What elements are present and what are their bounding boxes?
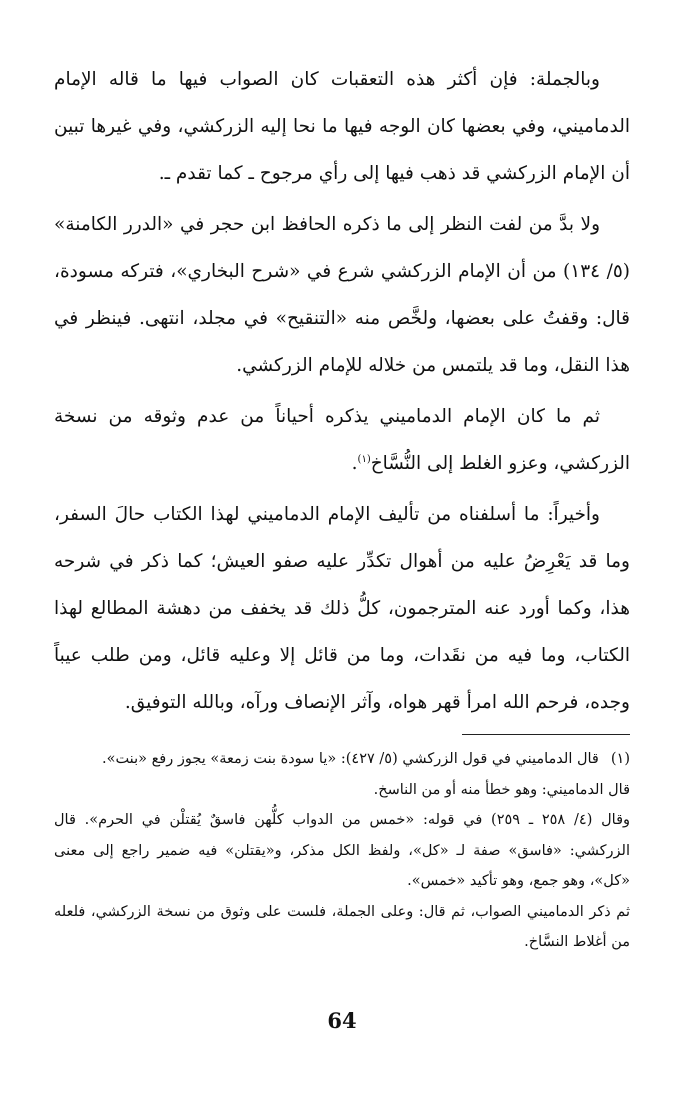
paragraph-copyist-errors-text: ثم ما كان الإمام الدماميني يذكره أحياناً من عدم وثوقه من نسخة الزركشي، وعزو الغلط إلى النُّسَّاخ [54, 406, 630, 474]
main-text [54, 56, 630, 726]
paragraph-end-mark: . [351, 453, 358, 474]
footnote-separator [462, 734, 630, 735]
paragraph-finally: وأخيراً: ما أسلفناه من تأليف الإمام الدماميني لهذا الكتاب حالَ السفر، وما قد يَعْرِضُ عليه من أهوال تكدِّر عليه صفو العيش؛ كما ذكر في شرحه هذا، وكما أورد عنه المترجمون، كلُّ ذلك قد يخفف من دهشة المطالع لهذا الكتاب، وما فيه من نقَدات، وما من قائل إلا وعليه قائل، ومن طلب عيباً وجده، فرحم الله امرأ قهر هواه، وآثر الإنصاف ورآه، وبالله التوفيق. [54, 504, 630, 713]
paragraph-conclusion: وبالجملة: فإن أكثر هذه التعقبات كان الصواب فيها ما قاله الإمام الدماميني، وفي بعضها كان الوجه فيها ما نحا إليه الزركشي، وفي غيرها تبين أن الإمام الزركشي قد ذهب فيها إلى رأي مرجوح ـ كما تقدم ـ. [54, 69, 630, 184]
paragraph-ibn-hajar-note: ولا بدَّ من لفت النظر إلى ما ذكره الحافظ ابن حجر في «الدرر الكامنة» (٥/ ١٣٤) من أن الإمام الزركشي شرع في «شرح البخاري»، فتركه مسودة، قال: وقفتُ على بعضها، ولخَّص منه «التنقيح» في مجلد، انتهى. فينظر في هذا النقل، وما قد يلتمس من خلاله للإمام الزركشي. [54, 214, 630, 376]
footnote-line: قال الدماميني في قول الزركشي (٥/ ٤٢٧): «يا سودة بنت زمعة» يجوز رفع «بنت». [101, 751, 599, 767]
footnote-number: (١) [610, 751, 630, 767]
footnotes [54, 744, 630, 958]
footnote-reference[interactable]: (١) [357, 453, 371, 465]
page-number: 64 [327, 1008, 357, 1033]
book-page [54, 56, 630, 1100]
footnote-1 [54, 744, 630, 775]
footnote-line: قال الدماميني: وهو خطأ منه أو من الناسخ. [373, 781, 630, 798]
paragraph-copyist-errors [54, 393, 630, 487]
footnote-line: وقال (٤/ ٢٥٨ ـ ٢٥٩) في قوله: «خمس من الدواب كلُّهن فاسقٌ يُقتلْن في الحرم». قال الزركشي: «فاسق» صفة لـ «كل»، ولفظ الكل مذكر، و«يقتلن» فيه ضمير راجع إلى معنى «كل»، وهو جمع، وهو تأكيد «خمس». [54, 812, 631, 889]
footnote-line: ثم ذكر الدماميني الصواب، ثم قال: وعلى الجملة، فلست على وثوق من نسخة الزركشي، فلعله من أغلاط النسَّاخ. [54, 903, 630, 950]
